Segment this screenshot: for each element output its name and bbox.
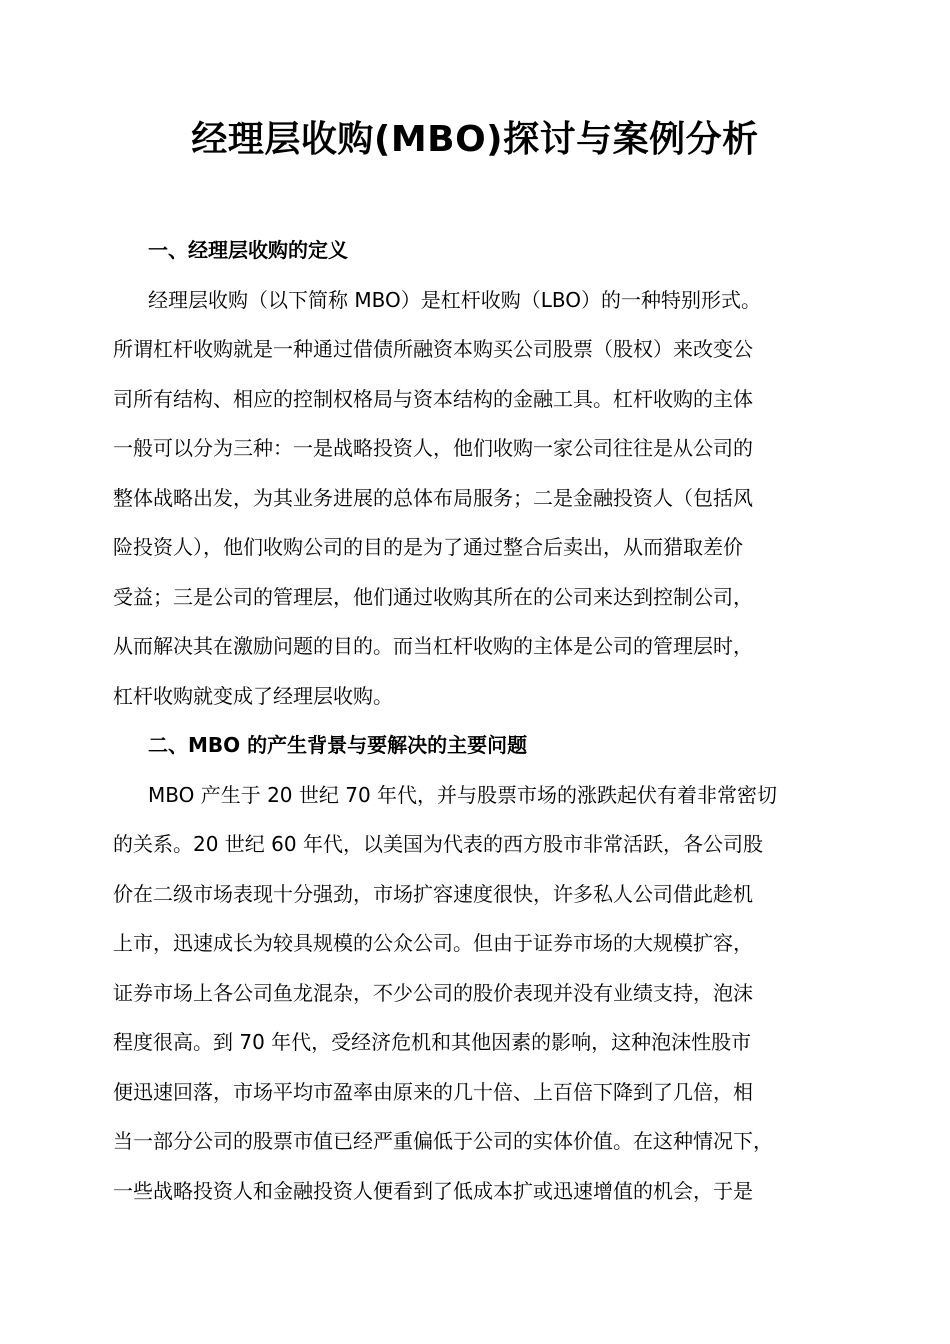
paragraph-line: 当一部分公司的股票市值已经严重偏低于公司的实体价值。在这种情况下， [113, 1129, 773, 1153]
document-body [113, 226, 843, 1216]
paragraph-line: 整体战略出发，为其业务进展的总体布局服务；二是金融投资人（包括风 [113, 485, 753, 510]
section-paragraph-background [113, 771, 843, 1217]
paragraph-line: 上市，迅速成长为较具规模的公众公司。但由于证券市场的大规模扩容， [113, 931, 753, 955]
paragraph-line: 证券市场上各公司鱼龙混杂，不少公司的股价表现并没有业绩支持，泡沫 [113, 980, 753, 1005]
paragraph-line: 程度很高。到 70 年代，受经济危机和其他因素的影响，这种泡沫性股市 [113, 1030, 752, 1054]
section-paragraph-definition [113, 276, 843, 722]
paragraph-line: 一些战略投资人和金融投资人便看到了低成本扩或迅速增值的机会，于是 [113, 1178, 753, 1203]
paragraph-line: 价在二级市场表现十分强劲，市场扩容速度很快，许多私人公司借此趁机 [113, 881, 753, 906]
paragraph-line: 便迅速回落，市场平均市盈率由原来的几十倍、上百倍下降到了几倍，相 [113, 1079, 753, 1104]
section-heading-definition: 一、经理层收购的定义 [148, 238, 348, 262]
document-title: 经理层收购(MBO)探讨与案例分析 [191, 119, 759, 160]
paragraph-line: 受益；三是公司的管理层，他们通过收购其所在的公司来达到控制公司， [113, 584, 753, 609]
paragraph-line: 杠杆收购就变成了经理层收购。 [113, 683, 393, 708]
paragraph-line: MBO 产生于 20 世纪 70 年代，并与股票市场的涨跌起伏有着非常密切 [148, 782, 778, 807]
section-heading-background: 二、MBO 的产生背景与要解决的主要问题 [148, 733, 528, 757]
paragraph-line: 一般可以分为三种：一是战略投资人，他们收购一家公司往往是从公司的 [113, 436, 753, 460]
paragraph-line: 经理层收购（以下简称 MBO）是杠杆收购（LBO）的一种特别形式。 [148, 287, 761, 312]
paragraph-line: 从而解决其在激励问题的目的。而当杠杆收购的主体是公司的管理层时， [113, 634, 753, 658]
paragraph-line: 的关系。20 世纪 60 年代，以美国为代表的西方股市非常活跃，各公司股 [113, 832, 763, 856]
paragraph-line: 所谓杠杆收购就是一种通过借债所融资本购买公司股票（股权）来改变公 [113, 337, 753, 361]
paragraph-line: 司所有结构、相应的控制权格局与资本结构的金融工具。杠杆收购的主体 [113, 386, 753, 411]
paragraph-line: 险投资人），他们收购公司的目的是为了通过整合后卖出，从而猎取差价 [113, 535, 743, 559]
